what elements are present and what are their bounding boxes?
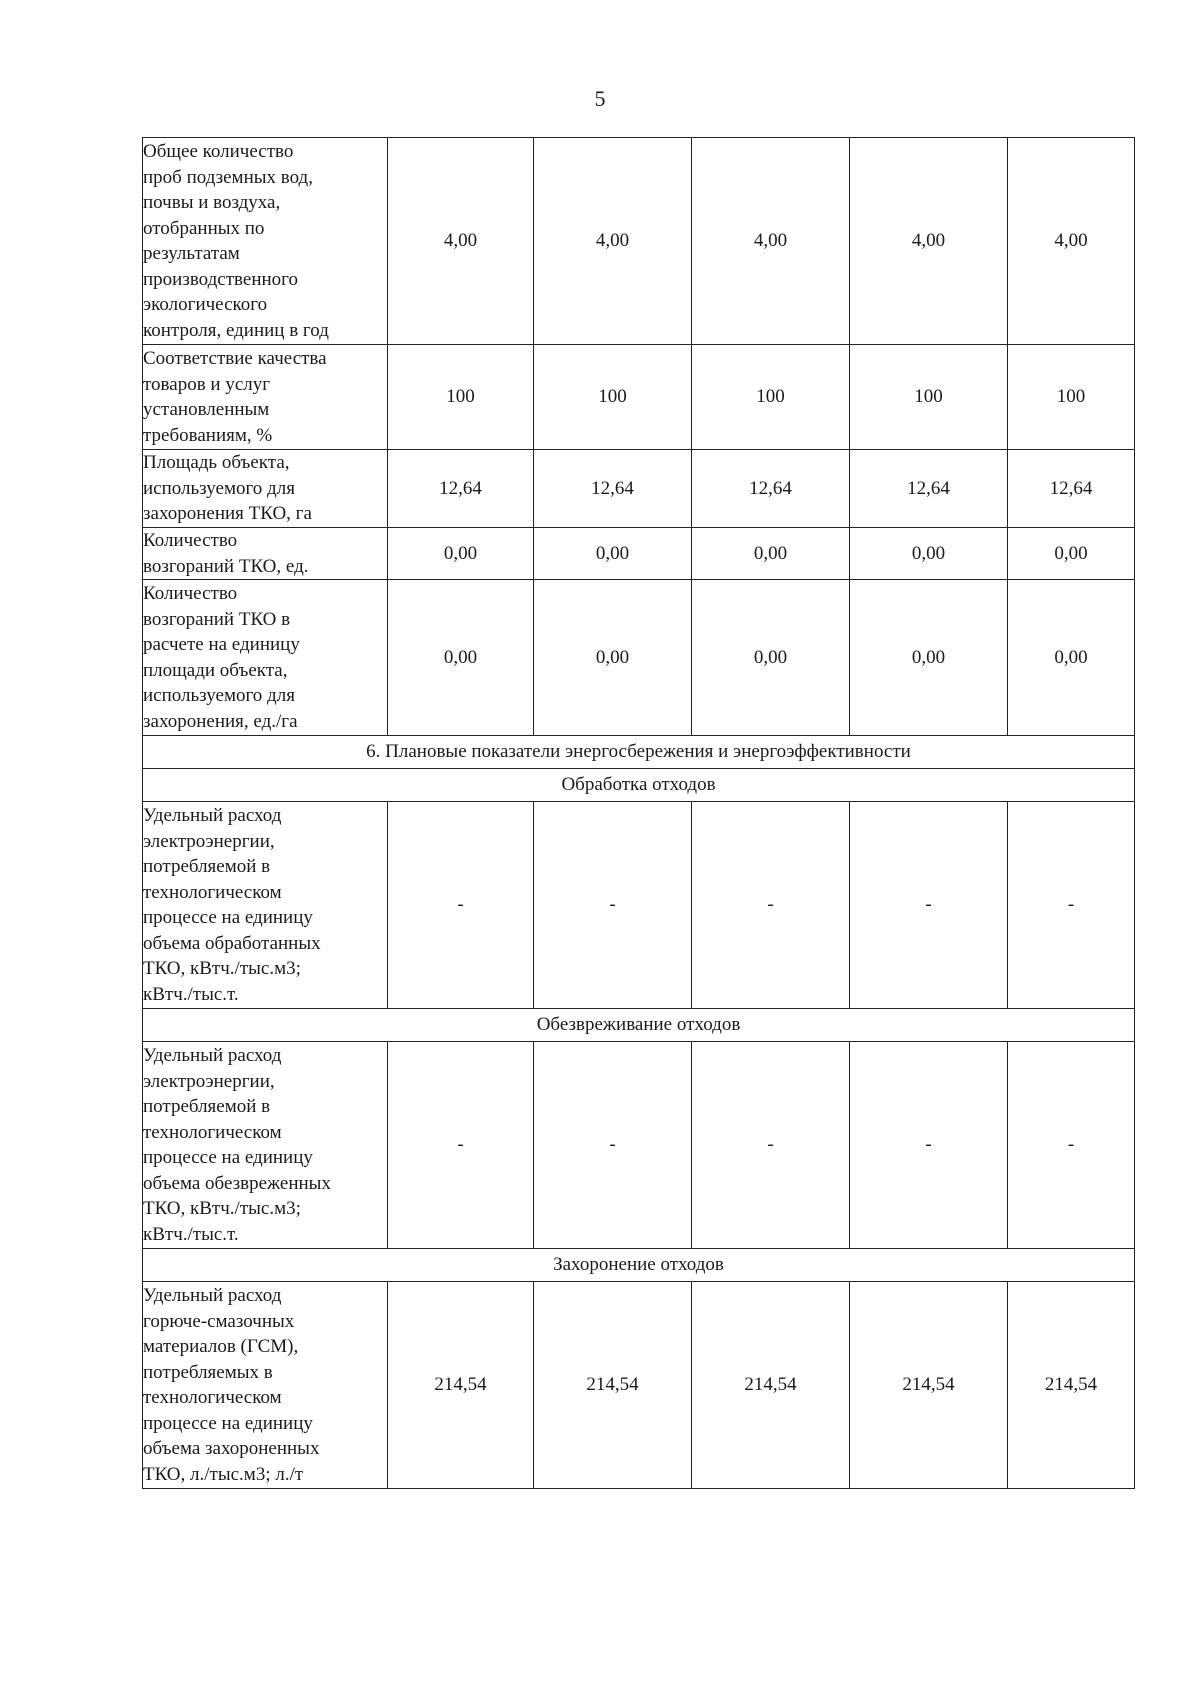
value-cell: 0,00 [534,580,692,736]
table-row-groundwater-samples [143,138,1135,345]
value-cell: - [692,1042,850,1249]
value-cell: 12,64 [692,450,850,528]
value-cell: 12,64 [534,450,692,528]
value-cell: 0,00 [1008,580,1135,736]
value-cell: 4,00 [692,138,850,345]
section-row-waste-neutralization [143,1009,1135,1042]
section-heading: Обезвреживание отходов [143,1009,1135,1042]
value-cell: 4,00 [1008,138,1135,345]
value-cell: - [388,1042,534,1249]
value-cell: 12,64 [388,450,534,528]
value-cell: 100 [388,345,534,450]
section-heading: Захоронение отходов [143,1249,1135,1282]
value-cell: 0,00 [850,528,1008,580]
value-cell: 0,00 [692,580,850,736]
value-cell: - [692,802,850,1009]
section-heading: Обработка отходов [143,769,1135,802]
value-cell: 100 [692,345,850,450]
value-cell: 214,54 [850,1282,1008,1489]
value-cell: 0,00 [850,580,1008,736]
row-label: Количество возгораний ТКО, ед. [143,528,388,580]
table-row-processing-electricity [143,802,1135,1009]
value-cell: 12,64 [1008,450,1135,528]
value-cell: 0,00 [1008,528,1135,580]
row-label: Удельный расход электроэнергии, потребляемой в технологическом процессе на единицу объема обработанных ТКО, кВтч./тыс.м3; кВтч./тыс.т. [143,802,388,1009]
value-cell: 214,54 [1008,1282,1135,1489]
row-label: Удельный расход электроэнергии, потребляемой в технологическом процессе на единицу объема обезвреженных ТКО, кВтч./тыс.м3; кВтч./тыс.т. [143,1042,388,1249]
table-row-fire-count [143,528,1135,580]
section-row-waste-processing [143,769,1135,802]
value-cell: 100 [534,345,692,450]
row-label: Количество возгораний ТКО в расчете на единицу площади объекта, используемого для захоронения, ед./га [143,580,388,736]
row-label: Соответствие качества товаров и услуг установленным требованиям, % [143,345,388,450]
value-cell: 0,00 [388,528,534,580]
value-cell: 0,00 [388,580,534,736]
row-label: Удельный расход горюче-смазочных материалов (ГСМ), потребляемых в технологическом процессе на единицу объема захороненных ТКО, л./тыс.м3; л./т [143,1282,388,1489]
value-cell: 214,54 [692,1282,850,1489]
section-row-energy-saving [143,736,1135,769]
value-cell: 0,00 [692,528,850,580]
value-cell: 4,00 [850,138,1008,345]
row-label: Площадь объекта, используемого для захоронения ТКО, га [143,450,388,528]
value-cell: 4,00 [534,138,692,345]
value-cell: - [1008,802,1135,1009]
section-row-waste-burial [143,1249,1135,1282]
table-row-landfill-area [143,450,1135,528]
indicators-table [142,137,1135,1489]
value-cell: 214,54 [534,1282,692,1489]
value-cell: - [850,1042,1008,1249]
row-label: Общее количество проб подземных вод, почвы и воздуха, отобранных по результатам производственного экологического контроля, единиц в год [143,138,388,345]
value-cell: 4,00 [388,138,534,345]
value-cell: 12,64 [850,450,1008,528]
value-cell: - [850,802,1008,1009]
value-cell: - [534,1042,692,1249]
value-cell: 100 [1008,345,1135,450]
value-cell: - [534,802,692,1009]
value-cell: - [1008,1042,1135,1249]
table-row-fire-per-area [143,580,1135,736]
table-row-quality-compliance [143,345,1135,450]
value-cell: 100 [850,345,1008,450]
value-cell: 0,00 [534,528,692,580]
table-row-burial-fuel [143,1282,1135,1489]
value-cell: - [388,802,534,1009]
value-cell: 214,54 [388,1282,534,1489]
section-heading: 6. Плановые показатели энергосбережения и энергоэффективности [143,736,1135,769]
page-number: 5 [594,86,606,111]
table-row-neutralization-electricity [143,1042,1135,1249]
